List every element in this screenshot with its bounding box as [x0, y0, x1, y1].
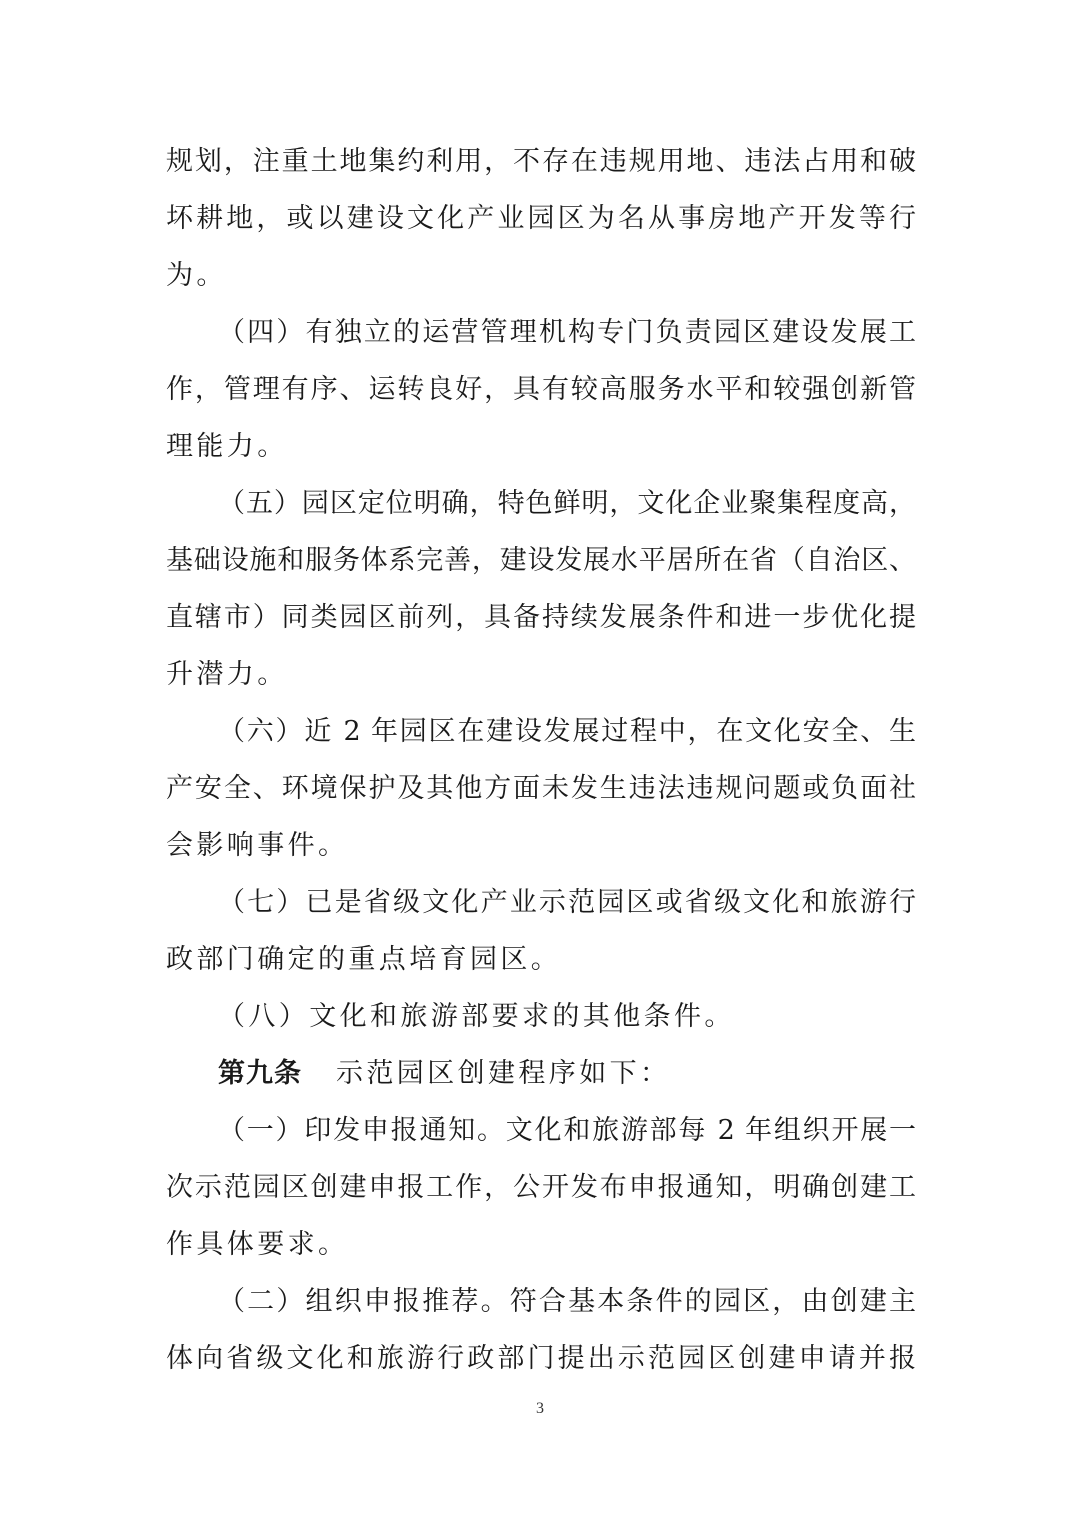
text-line: （八）文化和旅游部要求的其他条件。: [218, 1001, 735, 1032]
text-line: 直辖市）同类园区前列，具备持续发展条件和进一步优化提: [166, 602, 916, 633]
text-line: （六）近 2 年园区在建设发展过程中，在文化安全、生: [218, 716, 916, 747]
text-line: 基础设施和服务体系完善，建设发展水平居所在省（自治区、: [166, 545, 916, 576]
text-line: 会影响事件。: [166, 830, 349, 861]
text-line: 作，管理有序、运转良好，具有较高服务水平和较强创新管: [166, 374, 916, 405]
page-number: 3: [536, 1400, 544, 1417]
text-line: 体向省级文化和旅游行政部门提出示范园区创建申请并报: [166, 1343, 916, 1374]
text-line: （二）组织申报推荐。符合基本条件的园区，由创建主: [218, 1286, 916, 1317]
article-heading: 第九条: [218, 1058, 302, 1089]
text-line: 次示范园区创建申报工作，公开发布申报通知，明确创建工: [166, 1172, 916, 1203]
text-line: 坏耕地，或以建设文化产业园区为名从事房地产开发等行: [166, 203, 916, 234]
text-line: （四）有独立的运营管理机构专门负责园区建设发展工: [218, 317, 916, 348]
text-line: （一）印发申报通知。文化和旅游部每 2 年组织开展一: [218, 1115, 916, 1146]
text-line: 理能力。: [166, 431, 288, 462]
article-text: 示范园区创建程序如下：: [336, 1058, 671, 1089]
text-line: （七）已是省级文化产业示范园区或省级文化和旅游行: [218, 887, 916, 918]
text-line: 产安全、环境保护及其他方面未发生违法违规问题或负面社: [166, 773, 916, 804]
text-line: 规划，注重土地集约利用，不存在违规用地、违法占用和破: [166, 146, 916, 177]
text-line: （五）园区定位明确，特色鲜明，文化企业聚集程度高，: [218, 488, 916, 519]
text-line: 为。: [166, 260, 227, 291]
text-line: 升潜力。: [166, 659, 288, 690]
text-line: 政部门确定的重点培育园区。: [166, 944, 562, 975]
text-line: 作具体要求。: [166, 1229, 349, 1260]
article-line: [218, 1054, 916, 1094]
